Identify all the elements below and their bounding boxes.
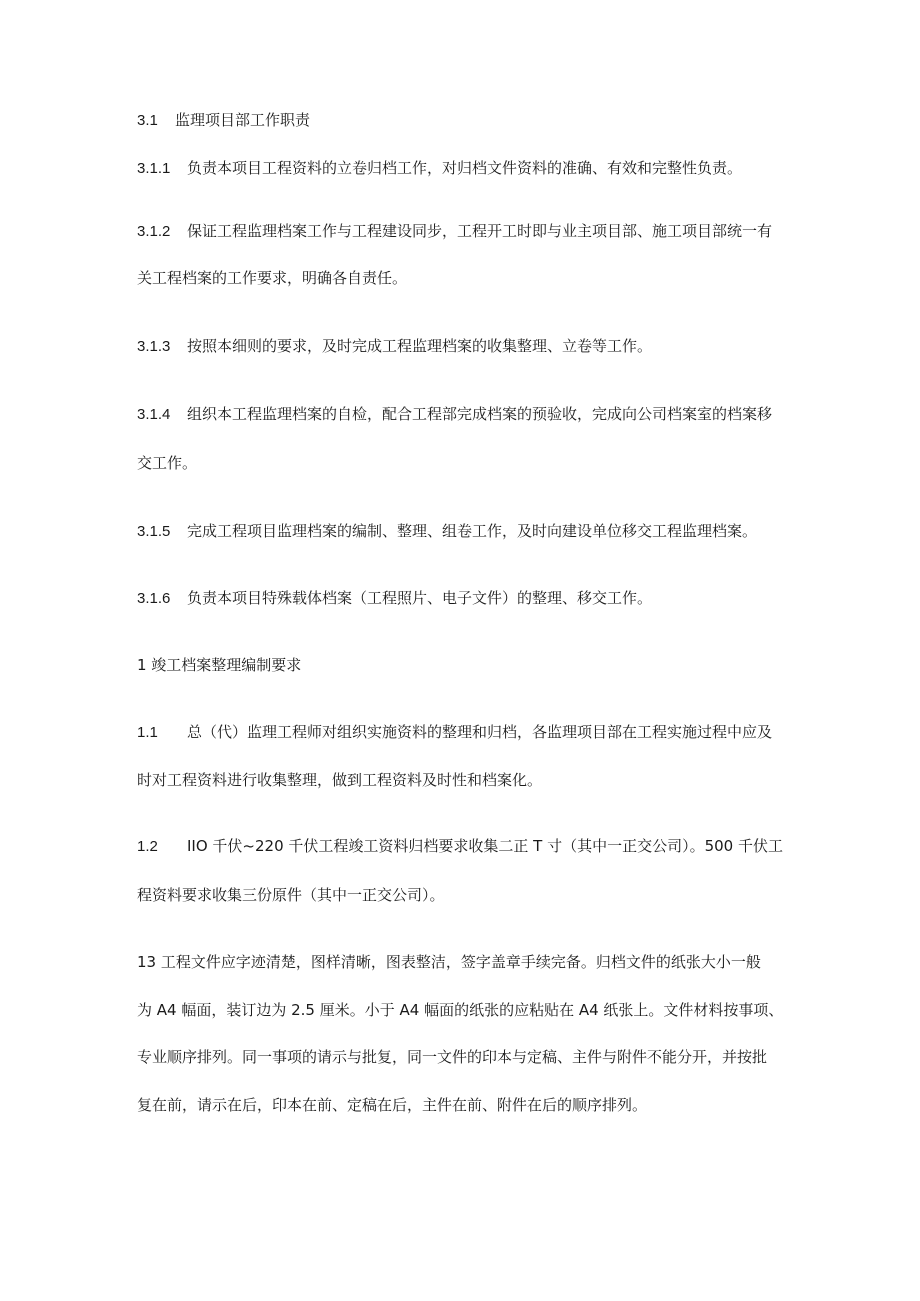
section-3-1-1 — [137, 158, 742, 179]
paragraph-text: 负责本项目工程资料的立卷归档工作，对归档文件资料的准确、有效和完整性负责。 — [187, 159, 743, 177]
section-1-heading — [137, 655, 301, 675]
paragraph-text: 13 工程文件应字迹清楚，图样清晰，图表整洁，签字盖章手续完备。归档文件的纸张大小一般 — [137, 953, 761, 971]
section-3-1 — [137, 110, 310, 131]
section-1-1-continued — [137, 770, 542, 790]
section-1-2 — [137, 836, 783, 857]
section-number: 3.1.3 — [137, 338, 171, 355]
section-3-1-4 — [137, 404, 772, 425]
paragraph-text: 保证工程监理档案工作与工程建设同步，工程开工时即与业主项目部、施工项目部统一有 — [187, 222, 773, 240]
section-3-1-4-continued — [137, 453, 197, 473]
paragraph-text: 完成工程项目监理档案的编制、整理、组卷工作，及时向建设单位移交工程监理档案。 — [187, 522, 758, 540]
section-1-1 — [137, 722, 772, 743]
section-1-3-line2 — [137, 1000, 783, 1020]
paragraph-text: 复在前，请示在后，印本在前、定稿在后，主件在前、附件在后的顺序排列。 — [137, 1096, 648, 1114]
paragraph-text: 为 A4 幅面，装订边为 2.5 厘米。小于 A4 幅面的纸张的应粘贴在 A4 纸张上。文件材料按事项、 — [137, 1001, 784, 1019]
section-number: 3.1.6 — [137, 590, 171, 607]
section-number: 1.2 — [137, 838, 158, 855]
section-title: 监理项目部工作职责 — [175, 111, 311, 129]
paragraph-text: IIO 千伏~220 千伏工程竣工资料归档要求收集二正 T 寸（其中一正交公司）。500 千伏工 — [187, 837, 783, 855]
paragraph-text: 负责本项目特殊载体档案（工程照片、电子文件）的整理、移交工作。 — [187, 589, 653, 607]
paragraph-text: 总（代）监理工程师对组织实施资料的整理和归档，各监理项目部在工程实施过程中应及 — [187, 723, 773, 741]
paragraph-text: 关工程档案的工作要求，明确各自责任。 — [137, 269, 408, 287]
section-number: 3.1.2 — [137, 223, 171, 240]
section-title: 1 竣工档案整理编制要求 — [137, 656, 302, 674]
section-3-1-3 — [137, 336, 652, 357]
section-3-1-2-continued — [137, 268, 407, 288]
paragraph-text: 时对工程资料进行收集整理，做到工程资料及时性和档案化。 — [137, 771, 543, 789]
section-3-1-2 — [137, 221, 772, 242]
section-3-1-6 — [137, 588, 652, 609]
paragraph-text: 按照本细则的要求，及时完成工程监理档案的收集整理、立卷等工作。 — [187, 337, 653, 355]
section-1-2-continued — [137, 885, 445, 905]
section-number: 1.1 — [137, 724, 158, 741]
paragraph-text: 交工作。 — [137, 454, 198, 472]
paragraph-text: 专业顺序排列。同一事项的请示与批复，同一文件的印本与定稿、主件与附件不能分开，并按批 — [137, 1048, 768, 1066]
section-1-3 — [137, 952, 761, 972]
section-number: 3.1.1 — [137, 160, 171, 177]
section-1-3-line3 — [137, 1047, 767, 1067]
section-number: 3.1.5 — [137, 523, 171, 540]
paragraph-text: 程资料要求收集三份原件（其中一正交公司）。 — [137, 886, 445, 904]
section-number: 3.1 — [137, 112, 158, 129]
section-number: 3.1.4 — [137, 406, 171, 423]
paragraph-text: 组织本工程监理档案的自检，配合工程部完成档案的预验收，完成向公司档案室的档案移 — [187, 405, 773, 423]
section-3-1-5 — [137, 521, 757, 542]
section-1-3-line4 — [137, 1095, 647, 1115]
